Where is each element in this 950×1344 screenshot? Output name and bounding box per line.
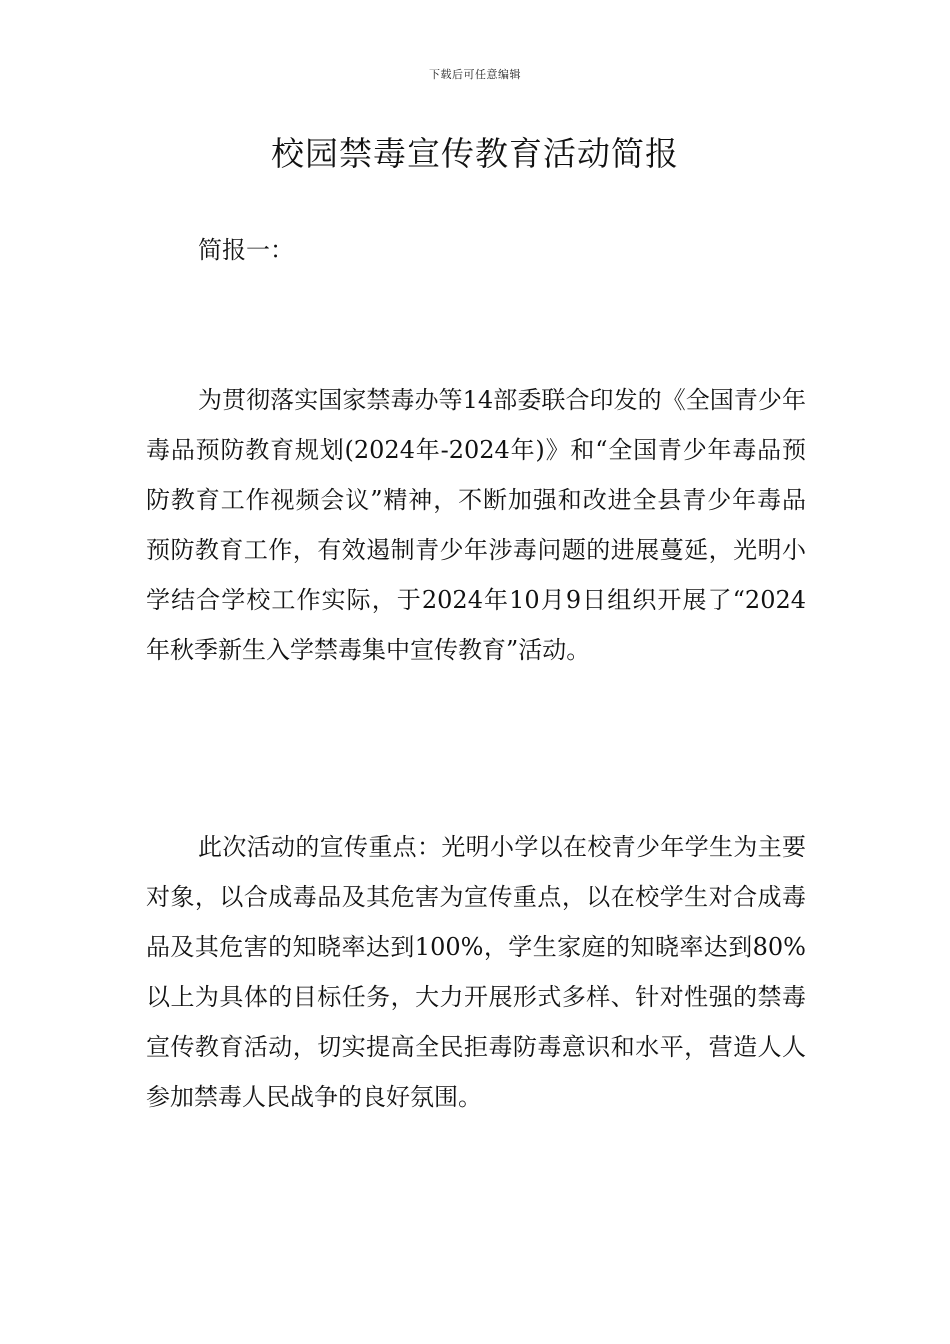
paragraph-2: 此次活动的宣传重点：光明小学以在校青少年学生为主要对象，以合成毒品及其危害为宣传重点，以在校学生对合成毒品及其危害的知晓率达到100%，学生家庭的知晓率达到80%以上为具体的目标任务，大力开展形式多样、针对性强的禁毒宣传教育活动，切实提高全民拒毒防毒意识和水平，营造人人参加禁毒人民战争的良好氛围。 [146,833,806,1111]
paragraph-1: 为贯彻落实国家禁毒办等14部委联合印发的《全国青少年毒品预防教育规划(2024年-2024年)》和“全国青少年毒品预防教育工作视频会议”精神，不断加强和改进全县青少年毒品预防教育工作，有效遏制青少年涉毒问题的进展蔓延，光明小学结合学校工作实际，于2024年10月9日组织开展了“2024年秋季新生入学禁毒集中宣传教育”活动。 [146,386,806,664]
document-title: 校园禁毒宣传教育活动简报 [271,134,679,173]
section-label: 简报一： [198,236,294,264]
header-note: 下载后可任意编辑 [429,68,521,81]
